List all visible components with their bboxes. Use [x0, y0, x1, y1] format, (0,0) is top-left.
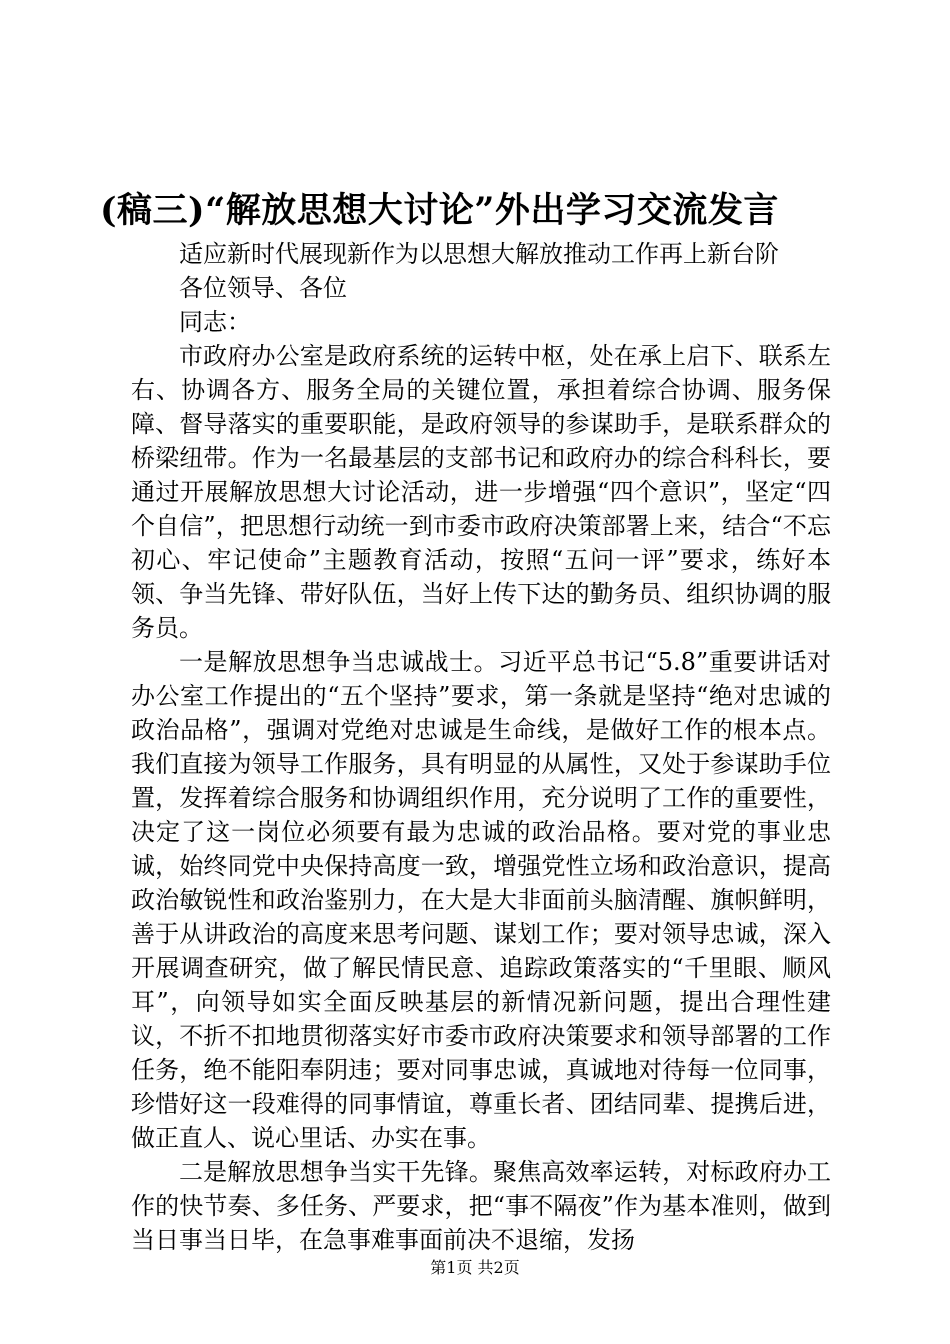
page-footer: 第1页 共2页 [430, 1258, 520, 1277]
paragraph-loyal: 一是解放思想争当忠诚战士。习近平总书记“5.8”重要讲话对办公室工作提出的“五个坚持”要求，第一条就是坚持“绝对忠诚的政治品格”，强调对党绝对忠诚是生命线，是做好工作的根本点。我们直接为领导工作服务，具有明显的从属性，又处于参谋助手位置，发挥着综合服务和协调组织作用，充分说明了工作的重要性，决定了这一岗位必须要有最为忠诚的政治品格。要对党的事业忠诚，始终同党中央保持高度一致，增强党性立场和政治意识，提高政治敏锐性和政治鉴别力，在大是大非面前头脑清醒、旗帜鲜明，善于从讲政治的高度来思考问题、谋划工作；要对领导忠诚，深入开展调查研究，做了解民情民意、追踪政策落实的“千里眼、顺风耳”，向领导如实全面反映基层的新情况新问题，提出合理性建议，不折不扣地贯彻落实好市委市政府决策要求和领导部署的工作任务，绝不能阳奉阴违；要对同事忠诚，真诚地对待每一位同事，珍惜好这一段难得的同事情谊，尊重长者、团结同辈、提携后进，做正直人、说心里话、办实在事。 [131, 648, 831, 1152]
paragraph-pioneer: 二是解放思想争当实干先锋。聚焦高效率运转，对标政府办工作的快节奏、多任务、严要求，把“事不隔夜”作为基本准则，做到当日事当日毕，在急事难事面前决不退缩，发扬 [131, 1158, 831, 1254]
paragraph-intro: 市政府办公室是政府系统的运转中枢，处在承上启下、联系左右、协调各方、服务全局的关键位置，承担着综合协调、服务保障、督导落实的重要职能，是政府领导的参谋助手，是联系群众的桥梁纽带。作为一名最基层的支部书记和政府办的综合科科长，要通过开展解放思想大讨论活动，进一步增强“四个意识”，坚定“四个自信”，把思想行动统一到市委市政府决策部署上来，结合“不忘初心、牢记使命”主题教育活动，按照“五问一评”要求，练好本领、争当先锋、带好队伍，当好上传下达的勤务员、组织协调的服务员。 [131, 342, 831, 642]
salutation-line-1: 各位领导、各位 [179, 274, 347, 302]
document-body [131, 237, 831, 1257]
subtitle: 适应新时代展现新作为以思想大解放推动工作再上新台阶 [179, 240, 779, 268]
salutation-line-2: 同志： [179, 308, 251, 336]
document-title: (稿三)“解放思想大讨论”外出学习交流发言 [100, 190, 779, 231]
